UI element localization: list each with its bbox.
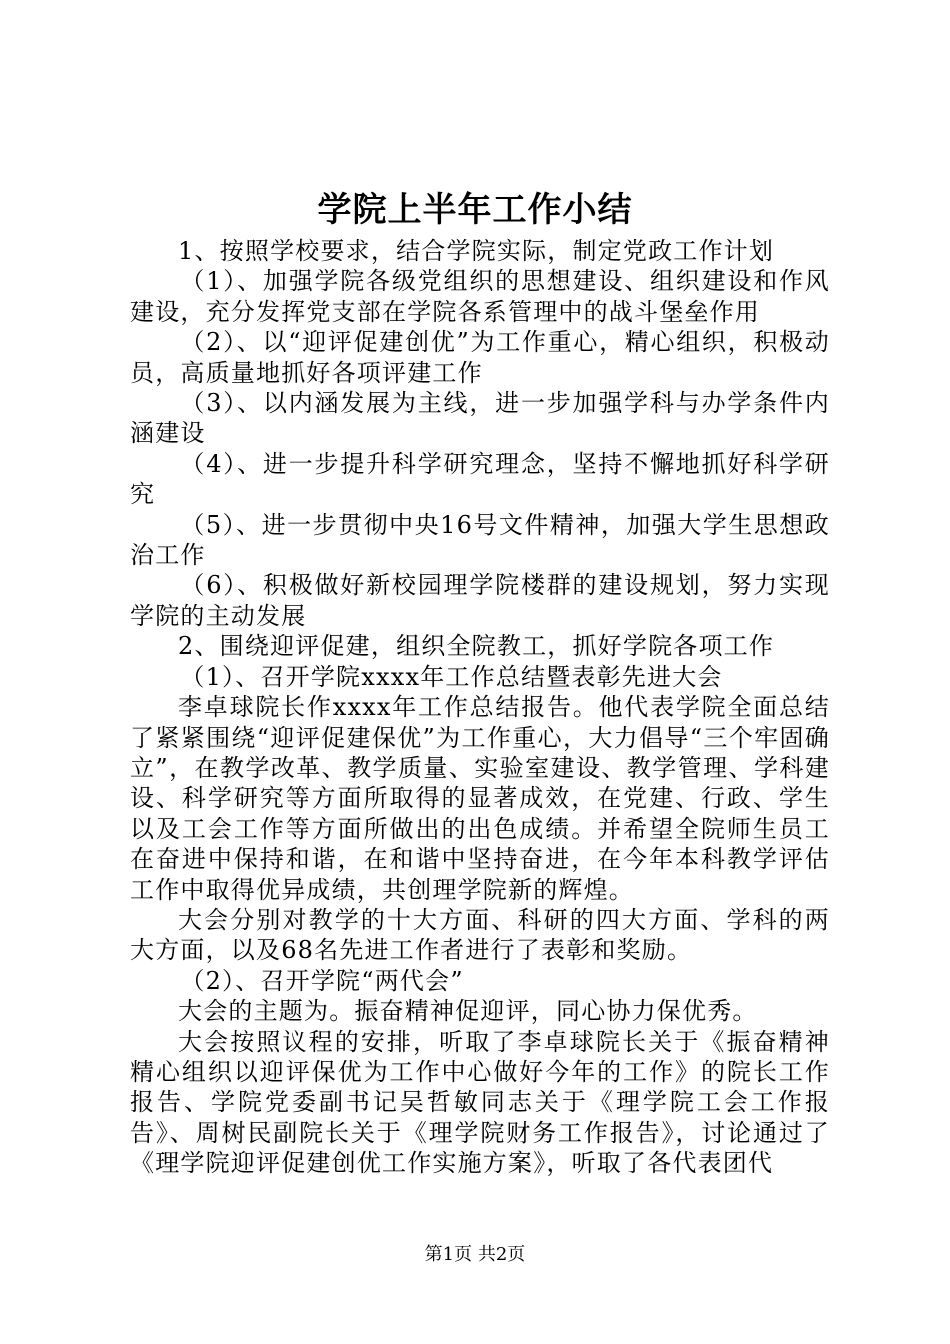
paragraph-14: 大会按照议程的安排，听取了李卓球院长关于《振奋精神精心组织以迎评保优为工作中心做好今年的工作》的院长工作报告、学院党委副书记吴哲敏同志关于《理学院工会工作报告》、周树民副院长关于《理学院财务工作报告》，讨论通过了《理学院迎评促建创优工作实施方案》，听取了各代表团代 bbox=[130, 1027, 830, 1178]
paragraph-5: （4）、进一步提升科学研究理念，坚持不懈地抓好科学研究 bbox=[130, 449, 830, 509]
paragraph-3: （2）、以“迎评促建创优”为工作重心，精心组织，积极动员，高质量地抓好各项评建工作 bbox=[130, 328, 830, 387]
paragraph-12: （2）、召开学院“两代会” bbox=[180, 966, 464, 995]
paragraph-7: （6）、积极做好新校园理学院楼群的建设规划，努力实现学院的主动发展 bbox=[130, 571, 830, 630]
document-title: 学院上半年工作小结 bbox=[317, 190, 633, 230]
paragraph-4: （3）、以内涵发展为主线，进一步加强学科与办学条件内涵建设 bbox=[130, 389, 830, 448]
paragraph-6: （5）、进一步贯彻中央16号文件精神，加强大学生思想政治工作 bbox=[130, 510, 830, 570]
paragraph-2: （1）、加强学院各级党组织的思想建设、组织建设和作风建设，充分发挥党支部在学院各系管理中的战斗堡垒作用 bbox=[130, 267, 830, 326]
paragraph-10: 李卓球院长作xxxx年工作总结报告。他代表学院全面总结了紧紧围绕“迎评促建保优”为工作重心，大力倡导“三个牢固确立”，在教学改革、教学质量、实验室建设、教学管理、学科建设、科学研究等方面所取得的显著成效，在党建、行政、学生以及工会工作等方面所做出的出色成绩。并希望全院师生员工在奋进中保持和谐，在和谐中坚持奋进，在今年本科教学评估工作中取得优异成绩，共创理学院新的辉煌。 bbox=[130, 693, 830, 904]
paragraph-8: 2、围绕迎评促建，组织全院教工，抓好学院各项工作 bbox=[178, 632, 775, 661]
document-body bbox=[130, 236, 830, 1179]
paragraph-13: 大会的主题为。振奋精神促迎评，同心协力保优秀。 bbox=[178, 997, 758, 1026]
paragraph-11: 大会分别对教学的十大方面、科研的四大方面、学科的两大方面，以及68名先进工作者进行了表彰和奖励。 bbox=[130, 905, 830, 965]
paragraph-1: 1、按照学校要求，结合学院实际，制定党政工作计划 bbox=[178, 237, 775, 265]
paragraph-9: （1）、召开学院xxxx年工作总结暨表彰先进大会 bbox=[180, 662, 723, 691]
page-footer: 第1页 共2页 bbox=[424, 1244, 526, 1265]
